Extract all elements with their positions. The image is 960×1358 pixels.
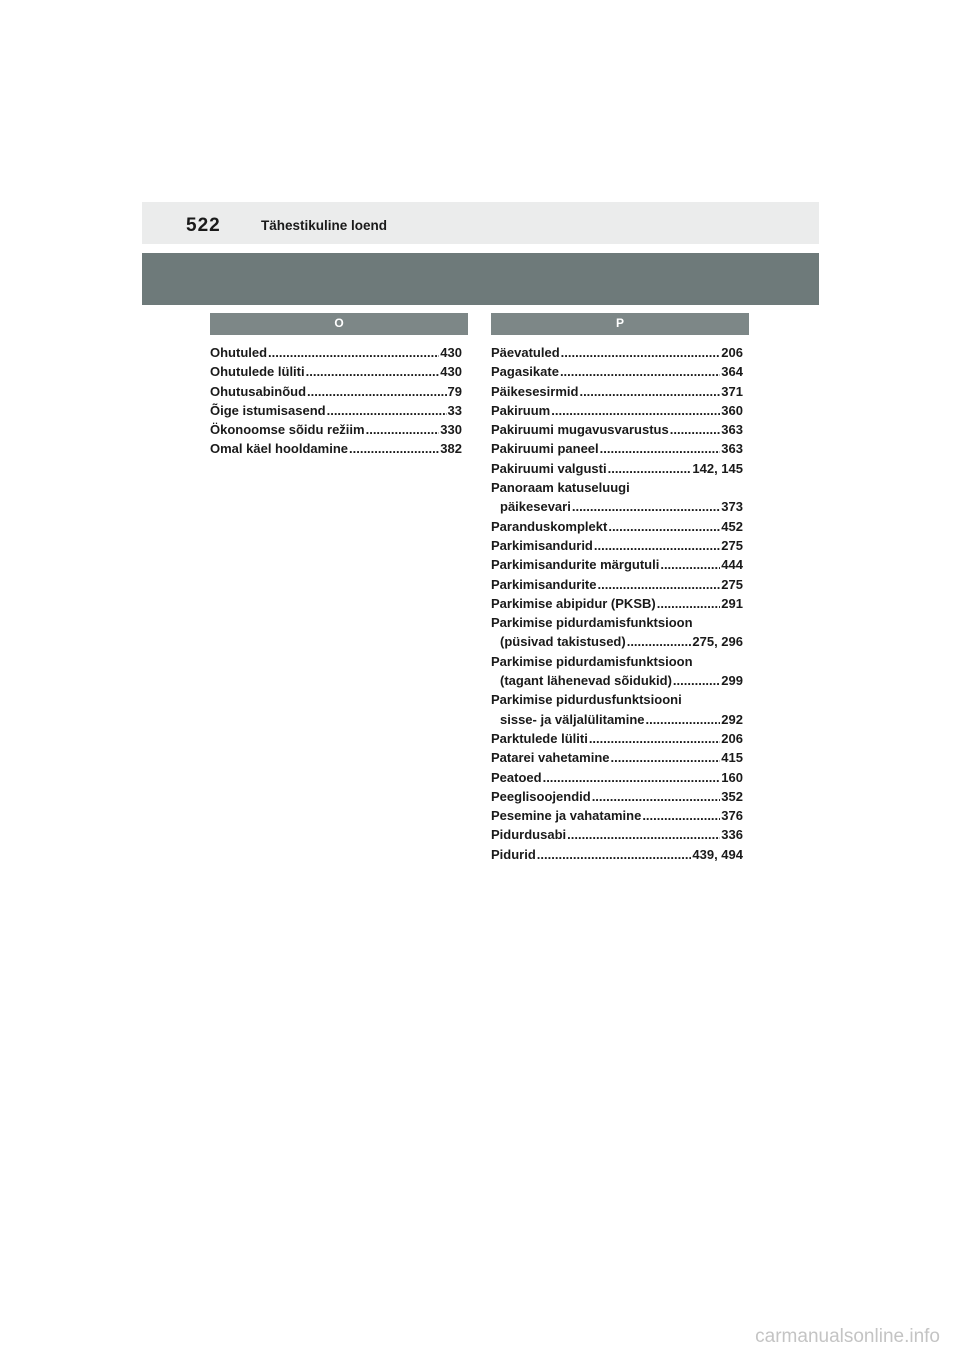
index-entry [491,768,743,787]
dot-leader [307,382,446,401]
entry-continuation-text: (tagant lähenevad sõidukid) [500,673,672,689]
dot-leader [627,632,692,651]
entry-page: 444 [721,557,743,573]
entry-page: 330 [440,422,462,438]
dot-leader [646,710,721,729]
entry-page: 160 [721,769,743,785]
entry-text: Päikesesirmid [491,383,579,399]
index-entry [491,690,743,709]
entry-text: Parkimise pidurdamisfunktsioon [491,653,693,669]
entry-page: 79 [447,383,462,399]
entry-text: Pakiruum [491,402,551,418]
entry-page: 430 [440,345,462,360]
entry-text: Parkimise pidurdamisfunktsioon [491,615,693,631]
entry-text: Ohutulede lüliti [210,364,305,380]
dot-leader [608,459,692,478]
entry-page: 33 [447,402,462,418]
dot-leader [349,439,439,458]
dot-leader [366,420,440,439]
index-entry [491,536,743,555]
entry-text: Parktulede lüliti [491,730,588,746]
index-entry [491,401,743,420]
entry-continuation-text: (püsivad takistused) [500,634,626,650]
dot-leader [561,343,721,362]
entry-page: 373 [721,499,743,515]
section-title: Tähestikuline loend [261,218,388,233]
index-entry [491,787,743,806]
dot-leader [567,825,720,844]
entry-text: Peatoed [491,769,542,785]
entry-text: Õige istumisasend [210,402,326,418]
index-entry [491,748,743,767]
entry-page: 275 [721,576,743,592]
index-entry-continuation [491,671,743,690]
entry-page: 292 [721,711,743,727]
index-entry [491,517,743,536]
watermark: carmanualsonline.info [755,1326,940,1347]
dot-leader [608,517,720,536]
entry-text: Päevatuled [491,345,560,360]
entry-page: 376 [721,808,743,824]
dot-leader [600,439,721,458]
entry-page: 363 [721,422,743,438]
entry-text: Parkimisandurid [491,537,593,553]
entry-text: Parkimise pidurdusfunktsiooni [491,692,682,708]
entry-page: 371 [721,383,743,399]
index-entry [491,729,743,748]
entry-page: 382 [440,441,462,457]
entry-page: 360 [721,402,743,418]
entry-text: Patarei vahetamine [491,750,610,766]
index-entry [491,420,743,439]
dot-leader [611,748,721,767]
index-entry [491,459,743,478]
dot-leader [306,362,440,381]
entry-text: Parkimise abipidur (PKSB) [491,595,656,611]
entry-continuation-text: sisse- ja väljalülitamine [500,711,645,727]
dot-leader [551,401,720,420]
entry-text: Ohutusabinõud [210,383,307,399]
index-entry [491,382,743,401]
entry-page: 336 [721,827,743,843]
index-entry [210,439,462,458]
dot-leader [594,536,720,555]
index-entry [210,382,462,401]
index-entry [491,362,743,381]
index-list-o [210,343,462,459]
index-entry [491,555,743,574]
dot-leader [589,729,720,748]
index-entry-continuation [491,497,743,516]
dot-leader [598,575,721,594]
letter-header-p: P [491,313,749,335]
entry-text: Pidurid [491,846,536,862]
index-entry [210,362,462,381]
index-entry [491,613,743,632]
dot-leader [660,555,720,574]
entry-page: 291 [721,595,743,611]
entry-page: 415 [721,750,743,766]
index-entry-continuation [491,632,743,651]
dot-leader [657,594,721,613]
entry-text: Paranduskomplekt [491,518,608,534]
entry-page: 352 [721,788,743,804]
dot-leader [537,845,692,864]
index-entry [210,420,462,439]
letter-header-o: O [210,313,468,335]
index-entry [491,652,743,671]
dot-leader [268,343,439,362]
entry-page: 142, 145 [692,460,743,476]
dot-leader [670,420,721,439]
entry-text: Pidurdusabi [491,827,567,843]
dot-leader [327,401,447,420]
entry-continuation-text: päikesevari [500,499,571,515]
entry-text: Parkimisandurite märgutuli [491,557,660,573]
entry-page: 363 [721,441,743,457]
dot-leader [642,806,720,825]
index-entry [491,343,743,362]
entry-page: 206 [721,345,743,360]
index-entry [491,575,743,594]
entry-text: Parkimisandurite [491,576,597,592]
header-band [142,253,819,305]
index-entry-continuation [491,710,743,729]
index-entry [491,806,743,825]
index-entry [491,594,743,613]
index-entry [210,343,462,362]
dot-leader [560,362,720,381]
entry-text: Pakiruumi paneel [491,441,599,457]
entry-text: Pesemine ja vahatamine [491,808,642,824]
dot-leader [572,497,720,516]
header-strip [142,202,819,244]
index-entry [491,825,743,844]
entry-text: Peeglisoojendid [491,788,591,804]
entry-page: 206 [721,730,743,746]
entry-page: 452 [721,518,743,534]
dot-leader [543,768,721,787]
index-list-p [491,343,743,864]
entry-text: Ökonoomse sõidu režiim [210,422,365,438]
entry-text: Pakiruumi mugavusvarustus [491,422,669,438]
entry-page: 364 [721,364,743,380]
index-entry [491,439,743,458]
entry-text: Ohutuled [210,345,268,360]
page-number: 522 [186,215,221,236]
entry-page: 299 [721,673,743,689]
entry-page: 275 [721,537,743,553]
entry-text: Pagasikate [491,364,559,380]
index-entry [491,478,743,497]
dot-leader [592,787,721,806]
dot-leader [673,671,720,690]
index-entry [491,845,743,864]
index-entry [210,401,462,420]
entry-text: Omal käel hooldamine [210,441,348,457]
dot-leader [579,382,720,401]
entry-text: Pakiruumi valgusti [491,460,607,476]
entry-page: 275, 296 [692,634,743,650]
entry-page: 439, 494 [692,846,743,862]
entry-text: Panoraam katuseluugi [491,480,630,496]
entry-page: 430 [440,364,462,380]
